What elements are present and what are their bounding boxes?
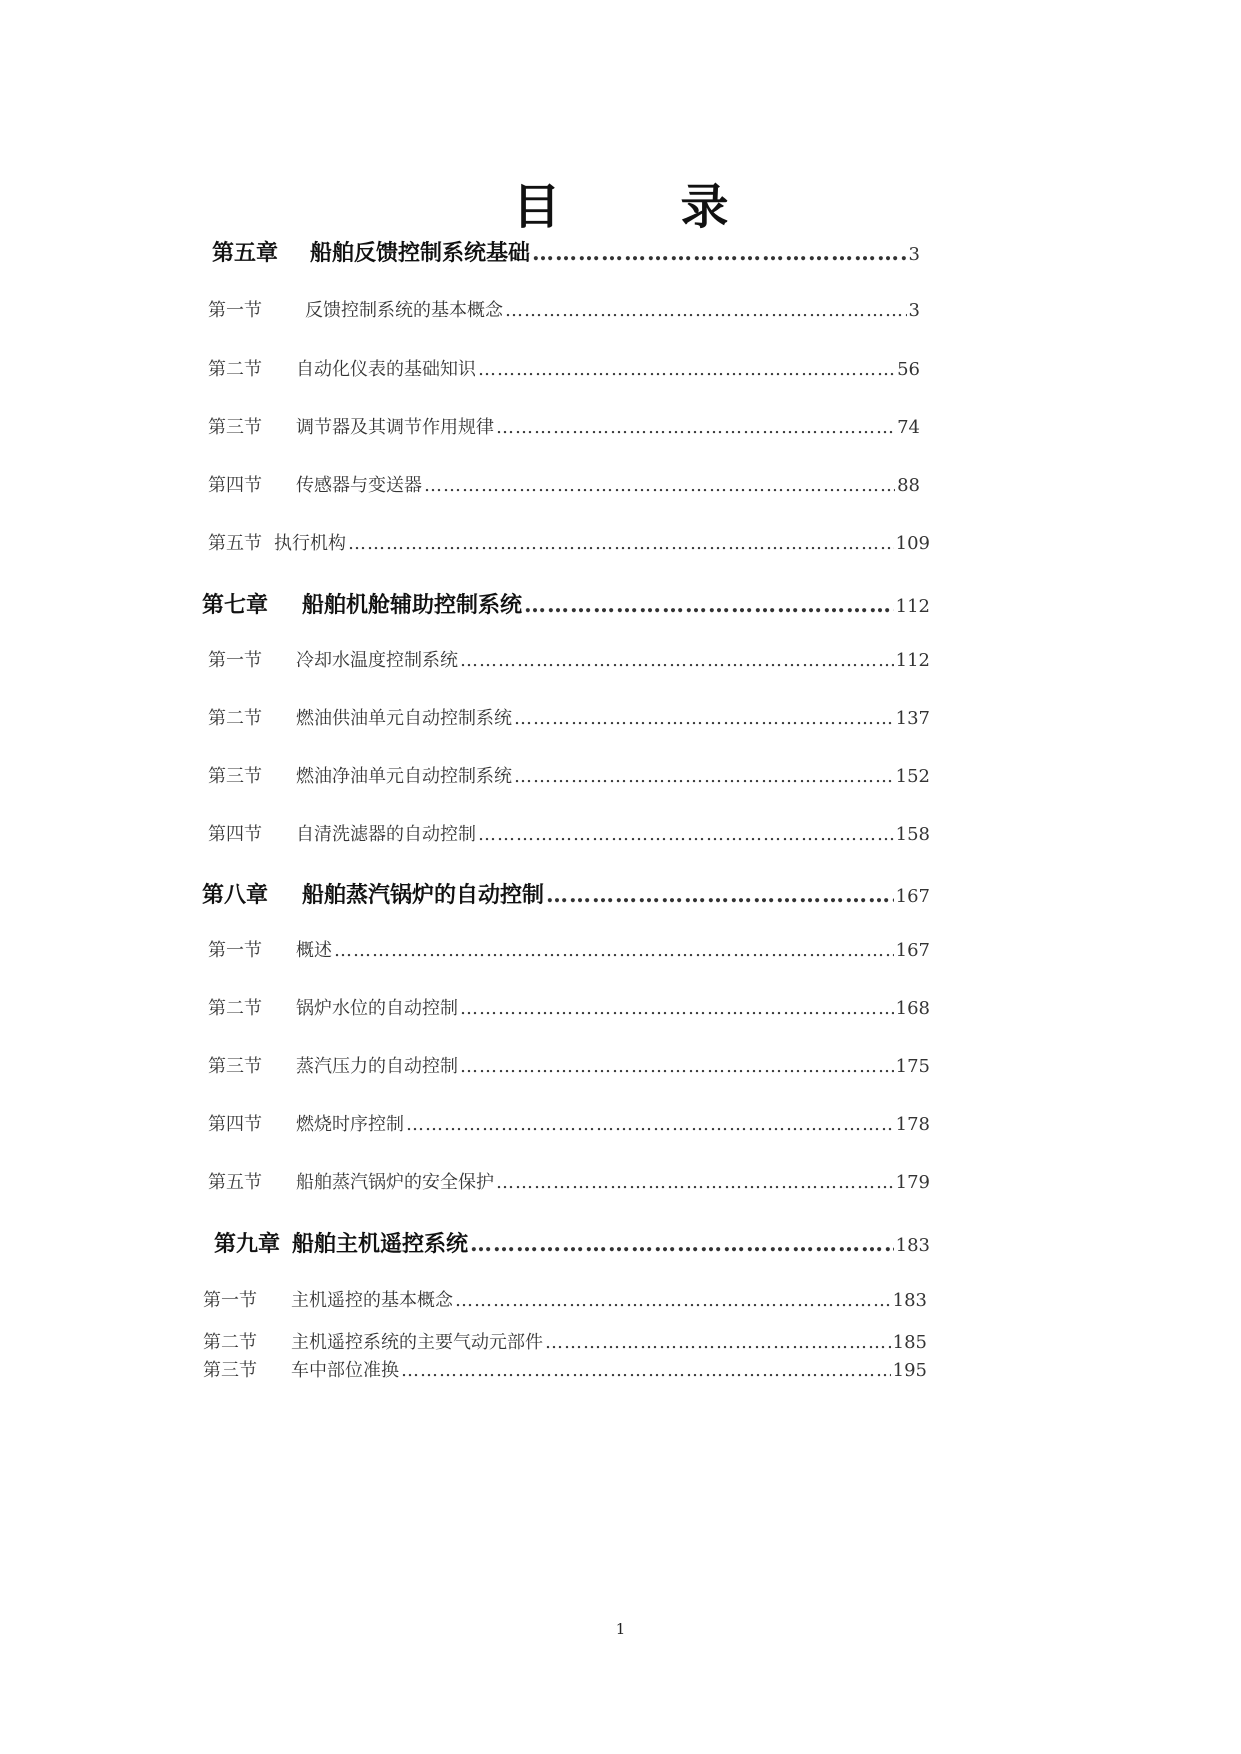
toc-label: 第一节 — [203, 1290, 257, 1311]
toc-entry-chapter[interactable] — [212, 236, 920, 267]
toc-text: 船舶蒸汽锅炉的自动控制 — [302, 882, 545, 908]
toc-label: 第五章 — [212, 240, 279, 266]
toc-entry-section[interactable] — [208, 471, 920, 497]
toc-text: 燃油净油单元自动控制系统 — [296, 766, 512, 787]
toc-text: 主机遥控系统的主要气动元部件 — [291, 1332, 543, 1353]
toc-leader — [514, 766, 894, 787]
toc-text: 船舶反馈控制系统基础 — [310, 240, 531, 266]
toc-page-number: 112 — [895, 650, 930, 671]
toc-page-number: 152 — [895, 766, 930, 787]
toc-entry-section[interactable] — [208, 413, 920, 439]
toc-leader — [478, 359, 895, 380]
toc-page-number: 3 — [908, 244, 920, 265]
toc-leader — [546, 882, 894, 908]
toc-leader — [478, 824, 894, 845]
toc-leader — [496, 417, 895, 438]
page-number: 1 — [615, 1620, 626, 1638]
toc-leader — [406, 1114, 894, 1135]
toc-label: 第一节 — [208, 940, 262, 961]
toc-entry-section[interactable] — [208, 704, 930, 730]
toc-text: 船舶主机遥控系统 — [292, 1231, 469, 1257]
toc-text: 主机遥控的基本概念 — [291, 1290, 453, 1311]
toc-page-number: 179 — [895, 1172, 930, 1193]
toc-page-number: 56 — [897, 359, 920, 380]
toc-label: 第四节 — [208, 824, 262, 845]
toc-label: 第二节 — [208, 998, 262, 1019]
toc-page-number: 109 — [895, 533, 930, 554]
toc-entry-chapter[interactable] — [202, 588, 930, 619]
toc-leader — [455, 1290, 891, 1311]
toc-page-number: 185 — [892, 1332, 927, 1353]
toc-label: 第四节 — [208, 475, 262, 496]
toc-label: 第九章 — [214, 1231, 281, 1257]
toc-label: 第三节 — [208, 417, 262, 438]
toc-label: 第一节 — [208, 650, 262, 671]
toc-page-number: 168 — [895, 998, 930, 1019]
toc-text: 蒸汽压力的自动控制 — [296, 1056, 458, 1077]
toc-entry-section[interactable] — [208, 355, 920, 381]
toc-entry-section[interactable] — [203, 1356, 927, 1382]
toc-page-number: 167 — [895, 940, 930, 961]
toc-label: 第二节 — [208, 359, 262, 380]
title-char-2: 录 — [680, 179, 729, 235]
toc-page-number: 74 — [897, 417, 920, 438]
toc-entry-section[interactable] — [208, 1052, 930, 1078]
toc-entry-chapter[interactable] — [214, 1227, 930, 1258]
toc-leader — [334, 940, 894, 961]
toc-label: 第三节 — [203, 1360, 257, 1381]
toc-text: 冷却水温度控制系统 — [296, 650, 458, 671]
toc-leader — [496, 1172, 894, 1193]
toc-text: 锅炉水位的自动控制 — [296, 998, 458, 1019]
toc-page-number: 175 — [895, 1056, 930, 1077]
toc-entry-section[interactable] — [203, 1328, 927, 1354]
toc-entry-section[interactable] — [208, 1110, 930, 1136]
toc-text: 概述 — [296, 940, 332, 961]
toc-label: 第三节 — [208, 1056, 262, 1077]
toc-leader — [505, 300, 907, 321]
toc-page-number: 3 — [908, 300, 920, 321]
toc-label: 第四节 — [208, 1114, 262, 1135]
toc-text: 执行机构 — [274, 533, 346, 554]
toc-leader — [424, 475, 895, 496]
toc-label: 第五节 — [208, 1172, 262, 1193]
toc-leader — [545, 1332, 891, 1353]
toc-page-number: 88 — [897, 475, 920, 496]
toc-text: 自动化仪表的基础知识 — [296, 359, 476, 380]
toc-label: 第一节 — [208, 300, 262, 321]
toc-text: 燃烧时序控制 — [296, 1114, 404, 1135]
toc-page-number: 195 — [892, 1360, 927, 1381]
toc-leader — [460, 650, 894, 671]
toc-label: 第二节 — [208, 708, 262, 729]
toc-text: 自清洗滤器的自动控制 — [296, 824, 476, 845]
toc-text: 船舶机舱辅助控制系统 — [302, 592, 523, 618]
toc-leader — [514, 708, 894, 729]
toc-page-number: 183 — [892, 1290, 927, 1311]
toc-entry-section[interactable] — [208, 529, 930, 555]
title-char-1: 目 — [512, 179, 561, 235]
toc-text: 反馈控制系统的基本概念 — [305, 300, 503, 321]
toc-text: 车中部位准换 — [291, 1360, 399, 1381]
toc-entry-section[interactable] — [208, 1168, 930, 1194]
toc-entry-section[interactable] — [208, 820, 930, 846]
toc-page-number: 178 — [895, 1114, 930, 1135]
toc-page-number: 167 — [895, 886, 930, 907]
toc-page-number: 112 — [895, 596, 930, 617]
toc-entry-chapter[interactable] — [202, 878, 930, 909]
toc-label: 第五节 — [208, 533, 262, 554]
toc-leader — [532, 240, 907, 266]
toc-entry-section[interactable] — [208, 762, 930, 788]
toc-label: 第二节 — [203, 1332, 257, 1353]
toc-entry-section[interactable] — [203, 1286, 927, 1312]
toc-entry-section[interactable] — [208, 646, 930, 672]
toc-leader — [460, 998, 894, 1019]
toc-leader — [524, 592, 894, 618]
toc-entry-section[interactable] — [208, 936, 930, 962]
toc-leader — [460, 1056, 894, 1077]
toc-text: 船舶蒸汽锅炉的安全保护 — [296, 1172, 494, 1193]
toc-label: 第三节 — [208, 766, 262, 787]
toc-leader — [401, 1360, 891, 1381]
toc-text: 燃油供油单元自动控制系统 — [296, 708, 512, 729]
toc-text: 传感器与变送器 — [296, 475, 422, 496]
toc-page-number: 183 — [895, 1235, 930, 1256]
toc-entry-section[interactable] — [208, 994, 930, 1020]
toc-text: 调节器及其调节作用规律 — [296, 417, 494, 438]
toc-leader — [470, 1231, 894, 1257]
toc-page-number: 158 — [895, 824, 930, 845]
toc-entry-section[interactable] — [208, 296, 920, 322]
toc-label: 第八章 — [202, 882, 269, 908]
toc-leader — [348, 533, 894, 554]
toc-label: 第七章 — [202, 592, 269, 618]
toc-page-number: 137 — [895, 708, 930, 729]
